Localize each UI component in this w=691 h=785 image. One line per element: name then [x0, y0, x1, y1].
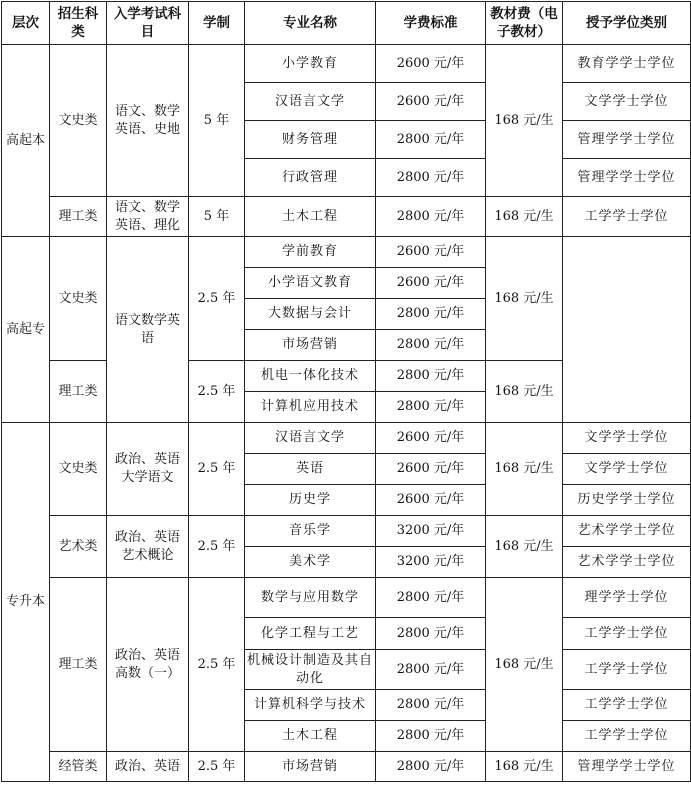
- degree-cell: 工学学士学位: [563, 197, 691, 237]
- major-cell: 市场营销: [245, 752, 376, 782]
- header-exam: 入学考试科目: [107, 2, 189, 45]
- table-row: [2, 752, 691, 782]
- major-cell: 历史学: [245, 485, 376, 516]
- tuition-cell: 2600 元/年: [376, 237, 486, 268]
- degree-cell: 管理学学士学位: [563, 752, 691, 782]
- textbook-cell: 168 元/生: [486, 237, 563, 361]
- tuition-cell: 2800 元/年: [376, 721, 486, 752]
- major-cell: 土木工程: [245, 721, 376, 752]
- tuition-cell: 2600 元/年: [376, 454, 486, 485]
- tuition-cell: 2800 元/年: [376, 578, 486, 618]
- exam-cell: 语文数学英语: [107, 237, 189, 423]
- category-cell: 经管类: [50, 752, 107, 782]
- tuition-cell: 2600 元/年: [376, 83, 486, 121]
- degree-cell: 艺术学学士学位: [563, 547, 691, 578]
- tuition-cell: 2600 元/年: [376, 485, 486, 516]
- major-cell: 英语: [245, 454, 376, 485]
- category-cell: 理工类: [50, 197, 107, 237]
- exam-cell: 政治、英语大学语文: [107, 423, 189, 516]
- tuition-cell: 2800 元/年: [376, 752, 486, 782]
- tuition-cell: 2800 元/年: [376, 330, 486, 361]
- category-cell: 文史类: [50, 45, 107, 197]
- degree-cell: 艺术学学士学位: [563, 516, 691, 547]
- header-row: [2, 2, 691, 45]
- duration-cell: 5 年: [189, 45, 245, 197]
- degree-cell: 工学学士学位: [563, 650, 691, 690]
- major-cell: 财务管理: [245, 121, 376, 159]
- major-cell: 土木工程: [245, 197, 376, 237]
- textbook-cell: 168 元/生: [486, 752, 563, 782]
- major-cell: 行政管理: [245, 159, 376, 197]
- category-cell: 理工类: [50, 361, 107, 423]
- category-cell: 文史类: [50, 237, 107, 361]
- header-tuition: 学费标准: [376, 2, 486, 45]
- level-cell: 高起专: [2, 237, 50, 423]
- major-cell: 音乐学: [245, 516, 376, 547]
- major-cell: 计算机科学与技术: [245, 690, 376, 721]
- degree-cell: 教育学学士学位: [563, 45, 691, 83]
- admission-fee-table: [1, 1, 691, 782]
- header-major: 专业名称: [245, 2, 376, 45]
- table-row: [2, 237, 691, 268]
- textbook-cell: 168 元/生: [486, 578, 563, 752]
- exam-cell: 政治、英语艺术概论: [107, 516, 189, 578]
- degree-cell: 工学学士学位: [563, 721, 691, 752]
- exam-cell: 语文、数学英语、理化: [107, 197, 189, 237]
- major-cell: 计算机应用技术: [245, 392, 376, 423]
- textbook-cell: 168 元/生: [486, 361, 563, 423]
- tuition-cell: 2800 元/年: [376, 299, 486, 330]
- table-row: [2, 423, 691, 454]
- tuition-cell: 2800 元/年: [376, 690, 486, 721]
- table-row: [2, 197, 691, 237]
- category-cell: 文史类: [50, 423, 107, 516]
- degree-cell: 理学学士学位: [563, 578, 691, 618]
- tuition-cell: 2800 元/年: [376, 618, 486, 650]
- exam-cell: 政治、英语: [107, 752, 189, 782]
- degree-cell: 文学学士学位: [563, 83, 691, 121]
- category-cell: 艺术类: [50, 516, 107, 578]
- degree-cell: 工学学士学位: [563, 618, 691, 650]
- duration-cell: 2.5 年: [189, 423, 245, 516]
- major-cell: 机械设计制造及其自动化: [245, 650, 376, 690]
- major-cell: 大数据与会计: [245, 299, 376, 330]
- textbook-cell: 168 元/生: [486, 45, 563, 197]
- degree-cell: 管理学学士学位: [563, 159, 691, 197]
- major-cell: 汉语言文学: [245, 83, 376, 121]
- degree-cell: 文学学士学位: [563, 454, 691, 485]
- table-row: [2, 578, 691, 618]
- exam-cell: 语文、数学英语、史地: [107, 45, 189, 197]
- degree-cell: 管理学学士学位: [563, 121, 691, 159]
- duration-cell: 5 年: [189, 197, 245, 237]
- table-row: [2, 516, 691, 547]
- header-degree: 授予学位类别: [563, 2, 691, 45]
- duration-cell: 2.5 年: [189, 516, 245, 578]
- major-cell: 数学与应用数学: [245, 578, 376, 618]
- textbook-cell: 168 元/生: [486, 423, 563, 516]
- degree-cell: 文学学士学位: [563, 423, 691, 454]
- degree-cell: 工学学士学位: [563, 690, 691, 721]
- major-cell: 化学工程与工艺: [245, 618, 376, 650]
- major-cell: 机电一体化技术: [245, 361, 376, 392]
- major-cell: 学前教育: [245, 237, 376, 268]
- major-cell: 市场营销: [245, 330, 376, 361]
- textbook-cell: 168 元/生: [486, 197, 563, 237]
- tuition-cell: 2600 元/年: [376, 45, 486, 83]
- tuition-cell: 2800 元/年: [376, 197, 486, 237]
- duration-cell: 2.5 年: [189, 237, 245, 361]
- tuition-cell: 3200 元/年: [376, 516, 486, 547]
- header-textbook: 教材费（电子教材）: [486, 2, 563, 45]
- header-level: 层次: [2, 2, 50, 45]
- category-cell: 理工类: [50, 578, 107, 752]
- major-cell: 小学语文教育: [245, 268, 376, 299]
- table-row: [2, 45, 691, 83]
- level-cell: 专升本: [2, 423, 50, 782]
- exam-cell: 政治、英语高数（一）: [107, 578, 189, 752]
- tuition-cell: 2800 元/年: [376, 650, 486, 690]
- level-cell: 高起本: [2, 45, 50, 237]
- degree-cell: [563, 237, 691, 423]
- header-category: 招生科类: [50, 2, 107, 45]
- header-duration: 学制: [189, 2, 245, 45]
- duration-cell: 2.5 年: [189, 752, 245, 782]
- major-cell: 美术学: [245, 547, 376, 578]
- tuition-cell: 2800 元/年: [376, 361, 486, 392]
- tuition-cell: 2600 元/年: [376, 268, 486, 299]
- duration-cell: 2.5 年: [189, 578, 245, 752]
- degree-cell: 历史学学士学位: [563, 485, 691, 516]
- major-cell: 汉语言文学: [245, 423, 376, 454]
- textbook-cell: 168 元/生: [486, 516, 563, 578]
- tuition-cell: 3200 元/年: [376, 547, 486, 578]
- tuition-cell: 2800 元/年: [376, 121, 486, 159]
- duration-cell: 2.5 年: [189, 361, 245, 423]
- major-cell: 小学教育: [245, 45, 376, 83]
- tuition-cell: 2800 元/年: [376, 392, 486, 423]
- tuition-cell: 2600 元/年: [376, 423, 486, 454]
- tuition-cell: 2800 元/年: [376, 159, 486, 197]
